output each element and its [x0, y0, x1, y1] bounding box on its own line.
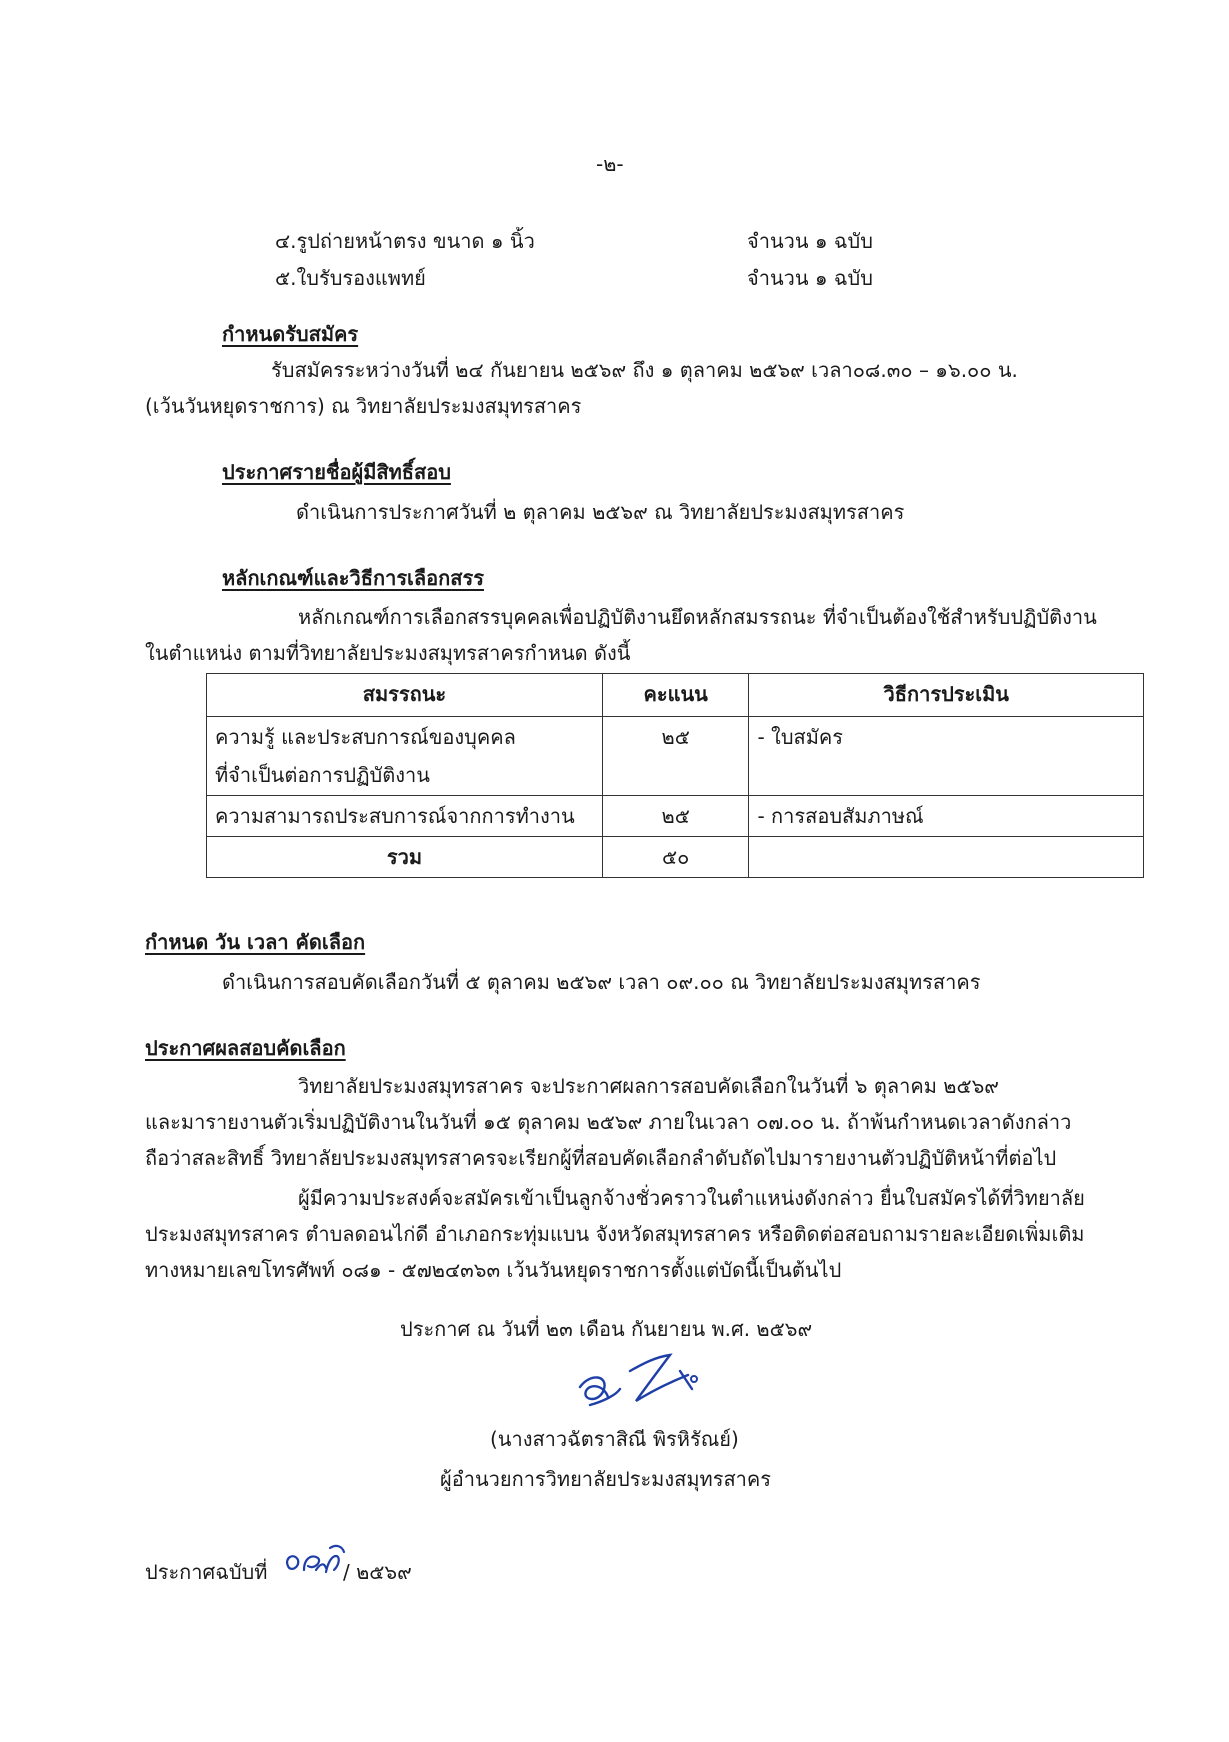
- results-p2-line3: ทางหมายเลขโทรศัพท์ ๐๘๑ - ๕๗๒๔๓๖๓ เว้นวันหยุดราชการตั้งแต่บัดนี้เป็นต้นไป: [145, 1258, 842, 1282]
- score-cell: ๒๕: [602, 796, 749, 837]
- table-row: [207, 717, 1144, 796]
- criteria-text-line2: ในตำแหน่ง ตามที่วิทยาลัยประมงสมุทรสาครกำหนด ดังนี้: [145, 641, 631, 665]
- announcement-no-year: / ๒๕๖๙: [343, 1560, 412, 1584]
- signer-title: ผู้อำนวยการวิทยาลัยประมงสมุทรสาคร: [440, 1467, 772, 1491]
- signer-name: (นางสาวฉัตราสิณี พิรหิรัณย์): [490, 1427, 739, 1451]
- total-empty-cell: [749, 837, 1144, 878]
- score-cell: ๒๕: [602, 717, 749, 796]
- document-item-quantity: จำนวน ๑ ฉบับ: [747, 229, 873, 253]
- competency-line: ความรู้ และประสบการณ์ของบุคคล: [215, 725, 516, 749]
- announcement-no-handwritten: [280, 1540, 346, 1589]
- competency-cell: [207, 717, 603, 796]
- selection-date-heading: กำหนด วัน เวลา คัดเลือก: [145, 930, 366, 954]
- page-number: -๒-: [596, 152, 624, 176]
- document-item-label: ๕.ใบรับรองแพทย์: [275, 266, 426, 290]
- criteria-heading: หลักเกณฑ์และวิธีการเลือกสรร: [222, 566, 484, 590]
- table-header: สมรรถนะ: [207, 674, 603, 717]
- total-score: ๕๐: [602, 837, 749, 878]
- total-label: รวม: [207, 837, 603, 878]
- table-row: [207, 796, 1144, 837]
- document-item-label: ๔.รูปถ่ายหน้าตรง ขนาด ๑ นิ้ว: [275, 229, 535, 253]
- competency-line: ที่จำเป็นต่อการปฏิบัติงาน: [215, 763, 430, 787]
- results-p1-line1: วิทยาลัยประมงสมุทรสาคร จะประกาศผลการสอบคัดเลือกในวันที่ ๖ ตุลาคม ๒๕๖๙: [298, 1074, 999, 1098]
- competency-cell: ความสามารถประสบการณ์จากการทำงาน: [207, 796, 603, 837]
- results-p2-line2: ประมงสมุทรสาคร ตำบลดอนไก่ดี อำเภอกระทุ่มแบน จังหวัดสมุทรสาคร หรือติดต่อสอบถามรายละเอียดเพิ่มเติม: [145, 1222, 1085, 1246]
- table-header: คะแนน: [602, 674, 749, 717]
- eligible-heading: ประกาศรายชื่อผู้มีสิทธิ์สอบ: [222, 460, 451, 484]
- selection-date-text: ดำเนินการสอบคัดเลือกวันที่ ๕ ตุลาคม ๒๕๖๙ เวลา ๐๙.๐๐ ณ วิทยาลัยประมงสมุทรสาคร: [222, 970, 981, 994]
- criteria-table: [206, 673, 1144, 878]
- eligible-text: ดำเนินการประกาศวันที่ ๒ ตุลาคม ๒๕๖๙ ณ วิทยาลัยประมงสมุทรสาคร: [296, 500, 905, 524]
- results-p1-line3: ถือว่าสละสิทธิ์ วิทยาลัยประมงสมุทรสาครจะเรียกผู้ที่สอบคัดเลือกลำดับถัดไปมารายงานตัวปฏิบัติหน้าที่ต่อไป: [145, 1146, 1057, 1170]
- application-text-line2: (เว้นวันหยุดราชการ) ณ วิทยาลัยประมงสมุทรสาคร: [145, 394, 582, 418]
- results-p1-line2: และมารายงานตัวเริ่มปฏิบัติงานในวันที่ ๑๕ ตุลาคม ๒๕๖๙ ภายในเวลา ๐๗.๐๐ น. ถ้าพ้นกำหนดเวลาดังกล่าว: [145, 1110, 1072, 1134]
- criteria-text-line1: หลักเกณฑ์การเลือกสรรบุคคลเพื่อปฏิบัติงานยึดหลักสมรรถนะ ที่จำเป็นต้องใช้สำหรับปฏิบัติงาน: [298, 605, 1097, 629]
- table-header-row: [207, 674, 1144, 717]
- announce-date: ประกาศ ณ วันที่ ๒๓ เดือน กันยายน พ.ศ. ๒๕๖๙: [400, 1317, 813, 1341]
- application-text-line1: รับสมัครระหว่างวันที่ ๒๔ กันยายน ๒๕๖๙ ถึง ๑ ตุลาคม ๒๕๖๙ เวลา๐๘.๓๐ – ๑๖.๐๐ น.: [271, 358, 1018, 382]
- table-header: วิธีการประเมิน: [749, 674, 1144, 717]
- method-cell: - ใบสมัคร: [749, 717, 1144, 796]
- signature-image: [560, 1345, 720, 1415]
- results-heading: ประกาศผลสอบคัดเลือก: [145, 1036, 346, 1060]
- method-cell: - การสอบสัมภาษณ์: [749, 796, 1144, 837]
- results-p2-line1: ผู้มีความประสงค์จะสมัครเข้าเป็นลูกจ้างชั่วคราวในตำแหน่งดังกล่าว ยื่นใบสมัครได้ที่วิทยาลัย: [298, 1186, 1085, 1210]
- announcement-no-label: ประกาศฉบับที่: [145, 1560, 268, 1584]
- application-heading: กำหนดรับสมัคร: [222, 322, 359, 346]
- document-item-quantity: จำนวน ๑ ฉบับ: [747, 266, 873, 290]
- table-total-row: [207, 837, 1144, 878]
